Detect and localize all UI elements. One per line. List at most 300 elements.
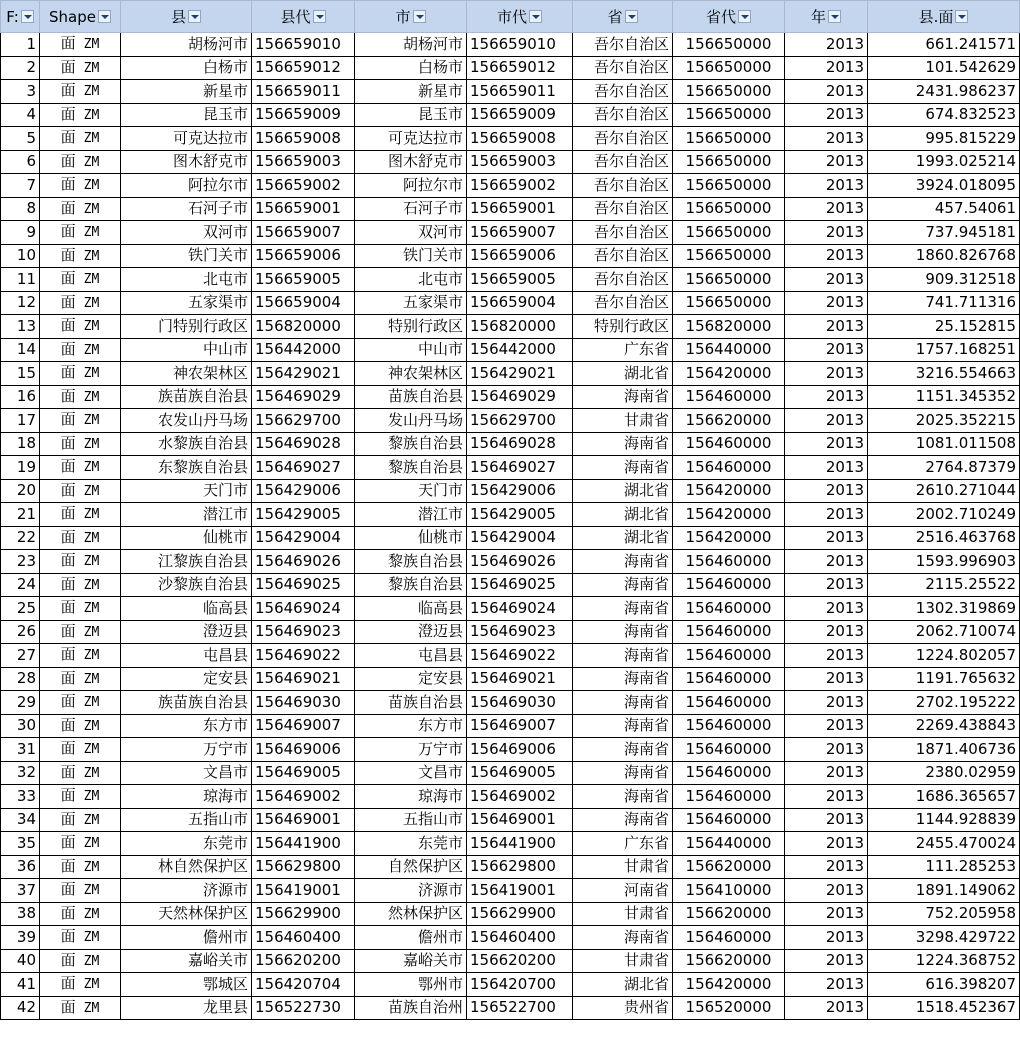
cell-county-area[interactable]: 25.152815	[868, 315, 1020, 339]
cell-province[interactable]: 吾尔自治区	[573, 197, 673, 221]
cell-city[interactable]: 鄂州市	[355, 973, 467, 997]
cell-year[interactable]: 2013	[785, 855, 868, 879]
cell-city-code[interactable]: 156659007	[467, 221, 573, 245]
cell-city[interactable]: 黎族自治县	[355, 432, 467, 456]
cell-province-code[interactable]: 156440000	[673, 832, 785, 856]
cell-fid[interactable]: 1	[1, 33, 40, 57]
cell-county-area[interactable]: 3298.429722	[868, 926, 1020, 950]
cell-fid[interactable]: 2	[1, 56, 40, 80]
cell-province[interactable]: 吾尔自治区	[573, 221, 673, 245]
cell-shape[interactable]	[40, 338, 121, 362]
cell-county-code[interactable]: 156659012	[252, 56, 355, 80]
cell-county-code[interactable]: 156620200	[252, 949, 355, 973]
cell-province[interactable]: 河南省	[573, 879, 673, 903]
cell-province[interactable]: 吾尔自治区	[573, 80, 673, 104]
cell-province-code[interactable]: 156520000	[673, 996, 785, 1020]
cell-city-code[interactable]: 156659004	[467, 291, 573, 315]
cell-county-area[interactable]: 1871.406736	[868, 738, 1020, 762]
cell-county-area[interactable]: 1891.149062	[868, 879, 1020, 903]
cell-fid[interactable]: 8	[1, 197, 40, 221]
filter-dropdown-icon[interactable]	[188, 10, 201, 23]
cell-fid[interactable]: 13	[1, 315, 40, 339]
cell-county[interactable]: 沙黎族自治县	[121, 573, 252, 597]
cell-county[interactable]: 澄迈县	[121, 620, 252, 644]
cell-year[interactable]: 2013	[785, 644, 868, 668]
cell-city-code[interactable]: 156659008	[467, 127, 573, 151]
cell-city-code[interactable]: 156469030	[467, 691, 573, 715]
cell-city[interactable]: 济源市	[355, 879, 467, 903]
cell-shape[interactable]	[40, 503, 121, 527]
cell-county[interactable]: 铁门关市	[121, 244, 252, 268]
cell-county-code[interactable]: 156429006	[252, 479, 355, 503]
cell-province-code[interactable]: 156460000	[673, 667, 785, 691]
cell-year[interactable]: 2013	[785, 268, 868, 292]
cell-fid[interactable]: 12	[1, 291, 40, 315]
cell-year[interactable]: 2013	[785, 691, 868, 715]
cell-county[interactable]: 天门市	[121, 479, 252, 503]
cell-county-code[interactable]: 156659008	[252, 127, 355, 151]
cell-county-code[interactable]: 156460400	[252, 926, 355, 950]
cell-county-code[interactable]: 156629800	[252, 855, 355, 879]
cell-year[interactable]: 2013	[785, 926, 868, 950]
cell-shape[interactable]	[40, 597, 121, 621]
cell-city-code[interactable]: 156469024	[467, 597, 573, 621]
cell-shape[interactable]	[40, 644, 121, 668]
cell-city[interactable]: 白杨市	[355, 56, 467, 80]
cell-fid[interactable]: 40	[1, 949, 40, 973]
cell-fid[interactable]: 26	[1, 620, 40, 644]
cell-province-code[interactable]: 156420000	[673, 362, 785, 386]
cell-fid[interactable]: 17	[1, 409, 40, 433]
cell-county-code[interactable]: 156659001	[252, 197, 355, 221]
cell-city-code[interactable]: 156469021	[467, 667, 573, 691]
cell-county-code[interactable]: 156469006	[252, 738, 355, 762]
cell-fid[interactable]: 11	[1, 268, 40, 292]
cell-city[interactable]: 苗族自治县	[355, 691, 467, 715]
cell-county-code[interactable]: 156659005	[252, 268, 355, 292]
cell-province-code[interactable]: 156460000	[673, 597, 785, 621]
cell-city-code[interactable]: 156469006	[467, 738, 573, 762]
cell-year[interactable]: 2013	[785, 362, 868, 386]
cell-city[interactable]: 五指山市	[355, 808, 467, 832]
cell-year[interactable]: 2013	[785, 526, 868, 550]
cell-province[interactable]: 甘肃省	[573, 855, 673, 879]
filter-dropdown-icon[interactable]	[313, 10, 326, 23]
cell-county-code[interactable]: 156420704	[252, 973, 355, 997]
cell-shape[interactable]	[40, 855, 121, 879]
cell-county-code[interactable]: 156469024	[252, 597, 355, 621]
cell-county-area[interactable]: 101.542629	[868, 56, 1020, 80]
cell-shape[interactable]	[40, 268, 121, 292]
cell-year[interactable]: 2013	[785, 385, 868, 409]
cell-year[interactable]: 2013	[785, 832, 868, 856]
cell-shape[interactable]	[40, 573, 121, 597]
cell-fid[interactable]: 39	[1, 926, 40, 950]
cell-shape[interactable]	[40, 150, 121, 174]
cell-province-code[interactable]: 156620000	[673, 902, 785, 926]
cell-county[interactable]: 东黎族自治县	[121, 456, 252, 480]
cell-year[interactable]: 2013	[785, 244, 868, 268]
cell-city[interactable]: 神农架林区	[355, 362, 467, 386]
cell-shape[interactable]	[40, 879, 121, 903]
cell-year[interactable]: 2013	[785, 479, 868, 503]
cell-county-code[interactable]: 156429004	[252, 526, 355, 550]
cell-city[interactable]: 新星市	[355, 80, 467, 104]
cell-city[interactable]: 然林保护区	[355, 902, 467, 926]
cell-fid[interactable]: 3	[1, 80, 40, 104]
cell-county[interactable]: 门特别行政区	[121, 315, 252, 339]
cell-city-code[interactable]: 156429021	[467, 362, 573, 386]
cell-province[interactable]: 海南省	[573, 550, 673, 574]
cell-province-code[interactable]: 156650000	[673, 127, 785, 151]
cell-year[interactable]: 2013	[785, 902, 868, 926]
cell-province-code[interactable]: 156650000	[673, 268, 785, 292]
cell-city-code[interactable]: 156469002	[467, 785, 573, 809]
cell-city-code[interactable]: 156629700	[467, 409, 573, 433]
cell-city-code[interactable]: 156469028	[467, 432, 573, 456]
cell-county-code[interactable]: 156659006	[252, 244, 355, 268]
cell-province-code[interactable]: 156620000	[673, 855, 785, 879]
cell-county-code[interactable]: 156659004	[252, 291, 355, 315]
cell-fid[interactable]: 32	[1, 761, 40, 785]
cell-city[interactable]: 临高县	[355, 597, 467, 621]
cell-city[interactable]: 苗族自治州	[355, 996, 467, 1020]
cell-county-area[interactable]: 1151.345352	[868, 385, 1020, 409]
cell-city-code[interactable]: 156469001	[467, 808, 573, 832]
cell-city-code[interactable]: 156429004	[467, 526, 573, 550]
cell-county[interactable]: 北屯市	[121, 268, 252, 292]
cell-province[interactable]: 海南省	[573, 691, 673, 715]
cell-province-code[interactable]: 156460000	[673, 691, 785, 715]
cell-province[interactable]: 海南省	[573, 432, 673, 456]
cell-city-code[interactable]: 156429005	[467, 503, 573, 527]
cell-city[interactable]: 嘉峪关市	[355, 949, 467, 973]
cell-province-code[interactable]: 156650000	[673, 80, 785, 104]
cell-shape[interactable]	[40, 244, 121, 268]
cell-fid[interactable]: 22	[1, 526, 40, 550]
cell-county[interactable]: 昆玉市	[121, 103, 252, 127]
cell-province-code[interactable]: 156420000	[673, 503, 785, 527]
cell-county[interactable]: 新星市	[121, 80, 252, 104]
cell-fid[interactable]: 9	[1, 221, 40, 245]
cell-county-area[interactable]: 2702.195222	[868, 691, 1020, 715]
cell-county-code[interactable]: 156659009	[252, 103, 355, 127]
cell-province[interactable]: 海南省	[573, 620, 673, 644]
cell-province[interactable]: 特别行政区	[573, 315, 673, 339]
cell-city-code[interactable]: 156522700	[467, 996, 573, 1020]
cell-city-code[interactable]: 156460400	[467, 926, 573, 950]
cell-city[interactable]: 北屯市	[355, 268, 467, 292]
cell-city-code[interactable]: 156659009	[467, 103, 573, 127]
cell-county-area[interactable]: 1191.765632	[868, 667, 1020, 691]
cell-county-area[interactable]: 674.832523	[868, 103, 1020, 127]
cell-province-code[interactable]: 156420000	[673, 479, 785, 503]
cell-fid[interactable]: 19	[1, 456, 40, 480]
cell-province[interactable]: 吾尔自治区	[573, 174, 673, 198]
cell-year[interactable]: 2013	[785, 33, 868, 57]
cell-county-code[interactable]: 156629700	[252, 409, 355, 433]
cell-fid[interactable]: 28	[1, 667, 40, 691]
cell-county[interactable]: 鄂城区	[121, 973, 252, 997]
cell-province-code[interactable]: 156410000	[673, 879, 785, 903]
cell-province-code[interactable]: 156650000	[673, 150, 785, 174]
column-header-province[interactable]: 省	[573, 1, 673, 33]
cell-city[interactable]: 双河市	[355, 221, 467, 245]
cell-shape[interactable]	[40, 785, 121, 809]
cell-province-code[interactable]: 156460000	[673, 808, 785, 832]
cell-city[interactable]: 定安县	[355, 667, 467, 691]
cell-year[interactable]: 2013	[785, 221, 868, 245]
cell-shape[interactable]	[40, 291, 121, 315]
cell-shape[interactable]	[40, 620, 121, 644]
cell-shape[interactable]	[40, 456, 121, 480]
filter-dropdown-icon[interactable]	[98, 10, 111, 23]
cell-year[interactable]: 2013	[785, 432, 868, 456]
cell-province[interactable]: 湖北省	[573, 503, 673, 527]
cell-county-area[interactable]: 661.241571	[868, 33, 1020, 57]
cell-year[interactable]: 2013	[785, 456, 868, 480]
cell-fid[interactable]: 29	[1, 691, 40, 715]
cell-county-code[interactable]: 156469025	[252, 573, 355, 597]
column-header-city-code[interactable]: 市代	[467, 1, 573, 33]
cell-shape[interactable]	[40, 526, 121, 550]
cell-county-code[interactable]: 156469001	[252, 808, 355, 832]
cell-county-code[interactable]: 156429005	[252, 503, 355, 527]
cell-province-code[interactable]: 156650000	[673, 33, 785, 57]
cell-shape[interactable]	[40, 926, 121, 950]
cell-county-area[interactable]: 1993.025214	[868, 150, 1020, 174]
cell-year[interactable]: 2013	[785, 174, 868, 198]
cell-year[interactable]: 2013	[785, 761, 868, 785]
cell-county[interactable]: 可克达拉市	[121, 127, 252, 151]
cell-county[interactable]: 五指山市	[121, 808, 252, 832]
cell-shape[interactable]	[40, 667, 121, 691]
cell-province[interactable]: 吾尔自治区	[573, 33, 673, 57]
cell-county[interactable]: 天然林保护区	[121, 902, 252, 926]
cell-shape[interactable]	[40, 56, 121, 80]
filter-dropdown-icon[interactable]	[529, 10, 542, 23]
cell-city-code[interactable]: 156659010	[467, 33, 573, 57]
cell-city[interactable]: 图木舒克市	[355, 150, 467, 174]
cell-city[interactable]: 特别行政区	[355, 315, 467, 339]
cell-county[interactable]: 济源市	[121, 879, 252, 903]
cell-city[interactable]: 万宁市	[355, 738, 467, 762]
cell-city[interactable]: 天门市	[355, 479, 467, 503]
cell-fid[interactable]: 27	[1, 644, 40, 668]
cell-city[interactable]: 发山丹马场	[355, 409, 467, 433]
cell-year[interactable]: 2013	[785, 573, 868, 597]
cell-county[interactable]: 潜江市	[121, 503, 252, 527]
cell-county-code[interactable]: 156469023	[252, 620, 355, 644]
cell-year[interactable]: 2013	[785, 315, 868, 339]
cell-city-code[interactable]: 156469029	[467, 385, 573, 409]
cell-county[interactable]: 临高县	[121, 597, 252, 621]
filter-dropdown-icon[interactable]	[21, 10, 34, 23]
cell-county[interactable]: 水黎族自治县	[121, 432, 252, 456]
column-header-fid[interactable]: F:	[1, 1, 40, 33]
cell-province[interactable]: 湖北省	[573, 362, 673, 386]
cell-province-code[interactable]: 156650000	[673, 221, 785, 245]
cell-year[interactable]: 2013	[785, 808, 868, 832]
cell-year[interactable]: 2013	[785, 127, 868, 151]
cell-province[interactable]: 湖北省	[573, 973, 673, 997]
cell-province-code[interactable]: 156650000	[673, 103, 785, 127]
cell-shape[interactable]	[40, 902, 121, 926]
cell-county-code[interactable]: 156659011	[252, 80, 355, 104]
cell-province[interactable]: 海南省	[573, 785, 673, 809]
cell-county-area[interactable]: 2025.352215	[868, 409, 1020, 433]
cell-shape[interactable]	[40, 973, 121, 997]
cell-province[interactable]: 海南省	[573, 714, 673, 738]
cell-county-area[interactable]: 2115.25522	[868, 573, 1020, 597]
cell-county[interactable]: 族苗族自治县	[121, 691, 252, 715]
cell-city-code[interactable]: 156659005	[467, 268, 573, 292]
cell-fid[interactable]: 38	[1, 902, 40, 926]
cell-county[interactable]: 文昌市	[121, 761, 252, 785]
cell-province[interactable]: 吾尔自治区	[573, 150, 673, 174]
cell-city-code[interactable]: 156469023	[467, 620, 573, 644]
cell-city[interactable]: 东莞市	[355, 832, 467, 856]
cell-shape[interactable]	[40, 479, 121, 503]
cell-county[interactable]: 屯昌县	[121, 644, 252, 668]
cell-county-area[interactable]: 3924.018095	[868, 174, 1020, 198]
cell-shape[interactable]	[40, 385, 121, 409]
cell-fid[interactable]: 14	[1, 338, 40, 362]
cell-city[interactable]: 黎族自治县	[355, 456, 467, 480]
cell-county[interactable]: 万宁市	[121, 738, 252, 762]
cell-shape[interactable]	[40, 832, 121, 856]
cell-year[interactable]: 2013	[785, 197, 868, 221]
cell-county-code[interactable]: 156659003	[252, 150, 355, 174]
cell-shape[interactable]	[40, 362, 121, 386]
cell-shape[interactable]	[40, 33, 121, 57]
cell-city[interactable]: 屯昌县	[355, 644, 467, 668]
cell-city[interactable]: 阿拉尔市	[355, 174, 467, 198]
cell-shape[interactable]	[40, 714, 121, 738]
cell-city-code[interactable]: 156659001	[467, 197, 573, 221]
cell-year[interactable]: 2013	[785, 291, 868, 315]
cell-county[interactable]: 胡杨河市	[121, 33, 252, 57]
cell-year[interactable]: 2013	[785, 738, 868, 762]
cell-city[interactable]: 仙桃市	[355, 526, 467, 550]
cell-shape[interactable]	[40, 80, 121, 104]
cell-city-code[interactable]: 156659002	[467, 174, 573, 198]
cell-county[interactable]: 嘉峪关市	[121, 949, 252, 973]
cell-county[interactable]: 东莞市	[121, 832, 252, 856]
cell-year[interactable]: 2013	[785, 620, 868, 644]
cell-city[interactable]: 昆玉市	[355, 103, 467, 127]
cell-province-code[interactable]: 156650000	[673, 174, 785, 198]
cell-county-code[interactable]: 156522730	[252, 996, 355, 1020]
cell-year[interactable]: 2013	[785, 103, 868, 127]
cell-province[interactable]: 广东省	[573, 832, 673, 856]
cell-county-code[interactable]: 156469007	[252, 714, 355, 738]
cell-shape[interactable]	[40, 127, 121, 151]
cell-province-code[interactable]: 156650000	[673, 291, 785, 315]
cell-city[interactable]: 可克达拉市	[355, 127, 467, 151]
cell-province-code[interactable]: 156460000	[673, 456, 785, 480]
cell-county-code[interactable]: 156441900	[252, 832, 355, 856]
column-header-shape[interactable]: Shape	[40, 1, 121, 33]
cell-city-code[interactable]: 156820000	[467, 315, 573, 339]
cell-province[interactable]: 吾尔自治区	[573, 127, 673, 151]
cell-fid[interactable]: 21	[1, 503, 40, 527]
cell-county-area[interactable]: 2764.87379	[868, 456, 1020, 480]
cell-county-code[interactable]: 156469026	[252, 550, 355, 574]
cell-shape[interactable]	[40, 949, 121, 973]
cell-year[interactable]: 2013	[785, 714, 868, 738]
cell-year[interactable]: 2013	[785, 56, 868, 80]
cell-city[interactable]: 儋州市	[355, 926, 467, 950]
column-header-year[interactable]: 年	[785, 1, 868, 33]
column-header-county-code[interactable]: 县代	[252, 1, 355, 33]
cell-fid[interactable]: 15	[1, 362, 40, 386]
cell-city[interactable]: 自然保护区	[355, 855, 467, 879]
cell-county-area[interactable]: 752.205958	[868, 902, 1020, 926]
cell-county[interactable]: 林自然保护区	[121, 855, 252, 879]
cell-shape[interactable]	[40, 691, 121, 715]
cell-city-code[interactable]: 156659003	[467, 150, 573, 174]
cell-fid[interactable]: 5	[1, 127, 40, 151]
cell-province-code[interactable]: 156460000	[673, 550, 785, 574]
cell-city[interactable]: 文昌市	[355, 761, 467, 785]
cell-province[interactable]: 湖北省	[573, 479, 673, 503]
cell-province[interactable]: 海南省	[573, 573, 673, 597]
cell-shape[interactable]	[40, 197, 121, 221]
cell-province[interactable]: 吾尔自治区	[573, 291, 673, 315]
cell-province[interactable]: 甘肃省	[573, 409, 673, 433]
cell-fid[interactable]: 24	[1, 573, 40, 597]
cell-county-area[interactable]: 1686.365657	[868, 785, 1020, 809]
cell-fid[interactable]: 25	[1, 597, 40, 621]
cell-county[interactable]: 龙里县	[121, 996, 252, 1020]
cell-county-code[interactable]: 156659007	[252, 221, 355, 245]
cell-shape[interactable]	[40, 808, 121, 832]
cell-year[interactable]: 2013	[785, 879, 868, 903]
cell-province-code[interactable]: 156420000	[673, 526, 785, 550]
cell-county-area[interactable]: 2610.271044	[868, 479, 1020, 503]
cell-city-code[interactable]: 156620200	[467, 949, 573, 973]
cell-county-code[interactable]: 156659002	[252, 174, 355, 198]
cell-year[interactable]: 2013	[785, 503, 868, 527]
cell-county[interactable]: 五家渠市	[121, 291, 252, 315]
cell-county-area[interactable]: 2002.710249	[868, 503, 1020, 527]
cell-county-area[interactable]: 1302.319869	[868, 597, 1020, 621]
column-header-county[interactable]: 县	[121, 1, 252, 33]
cell-fid[interactable]: 37	[1, 879, 40, 903]
cell-fid[interactable]: 18	[1, 432, 40, 456]
cell-year[interactable]: 2013	[785, 409, 868, 433]
filter-dropdown-icon[interactable]	[625, 10, 638, 23]
cell-county-code[interactable]: 156820000	[252, 315, 355, 339]
cell-city-code[interactable]: 156420700	[467, 973, 573, 997]
cell-province-code[interactable]: 156650000	[673, 197, 785, 221]
cell-province[interactable]: 广东省	[573, 338, 673, 362]
cell-fid[interactable]: 34	[1, 808, 40, 832]
cell-year[interactable]: 2013	[785, 667, 868, 691]
filter-dropdown-icon[interactable]	[413, 10, 426, 23]
cell-fid[interactable]: 33	[1, 785, 40, 809]
cell-city-code[interactable]: 156469025	[467, 573, 573, 597]
cell-province[interactable]: 海南省	[573, 456, 673, 480]
cell-county[interactable]: 东方市	[121, 714, 252, 738]
cell-city[interactable]: 铁门关市	[355, 244, 467, 268]
cell-fid[interactable]: 42	[1, 996, 40, 1020]
cell-county-area[interactable]: 1518.452367	[868, 996, 1020, 1020]
cell-province[interactable]: 湖北省	[573, 526, 673, 550]
cell-province[interactable]: 甘肃省	[573, 902, 673, 926]
cell-county[interactable]: 图木舒克市	[121, 150, 252, 174]
